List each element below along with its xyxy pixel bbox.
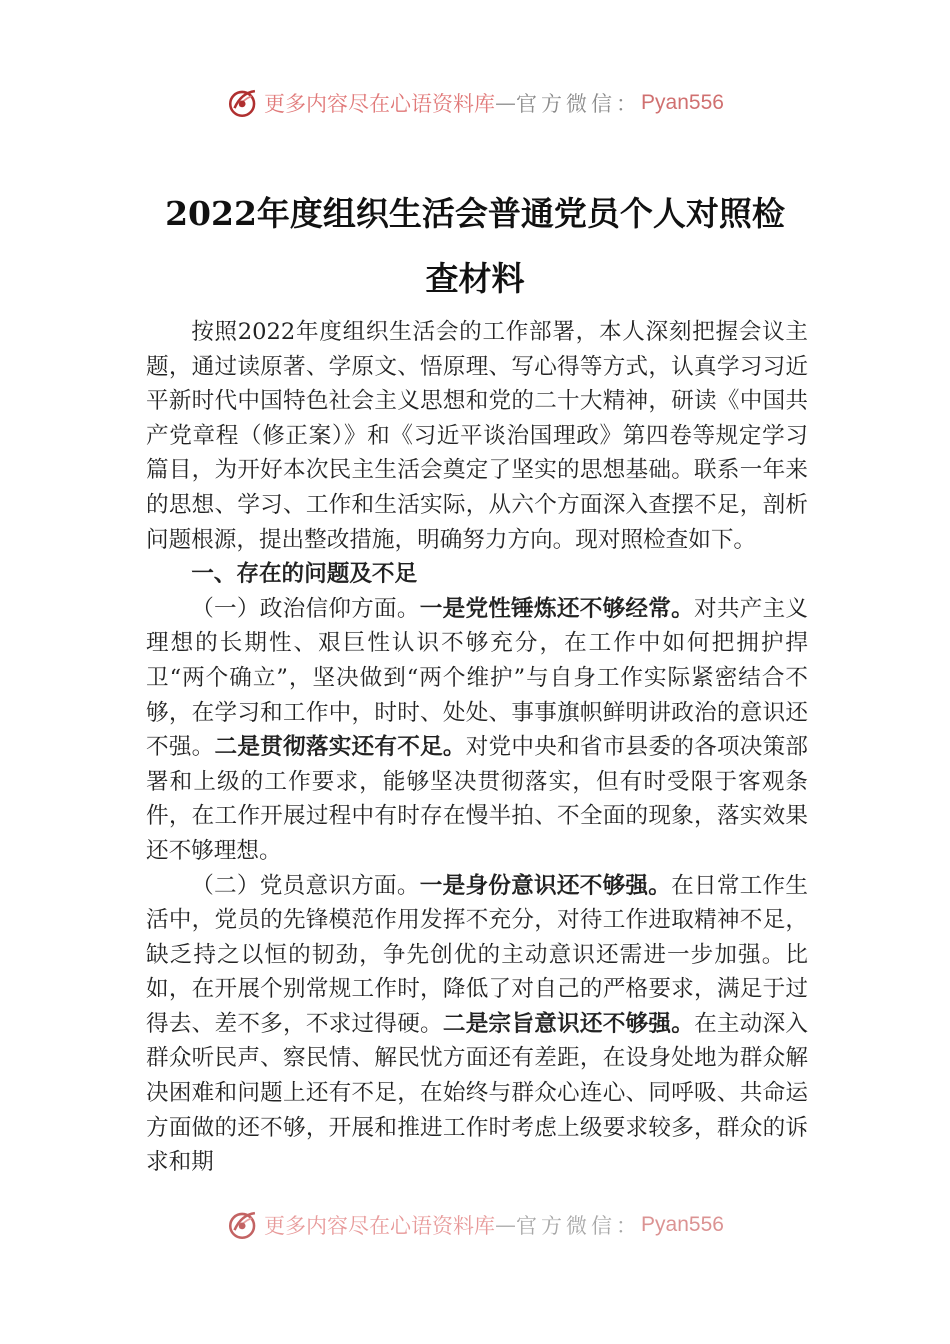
document-title-line2: 查材料 (425, 259, 525, 298)
watermark-wechat-label: 官方微信： (516, 1214, 642, 1238)
point-title: 二是宗旨意识还不够强。 (442, 1010, 695, 1037)
watermark-wechat-label: 官方微信： (516, 92, 642, 116)
watermark-wechat-id: Pyan556 (641, 1213, 724, 1236)
intro-paragraph: 按照2022年度组织生活会的工作部署，本人深刻把握会议主题，通过读原著、学原文、悟原理、写心得等方式，认真学习习近平新时代中国特色社会主义思想和党的二十大精神，研读《中国共产党章程（修正案）》和《习近平谈治国理政》第四卷等规定学习篇目，为开好本次民主生活会奠定了坚实的思想基础。联系一年来的思想、学习、工作和生活实际，从六个方面深入查摆不足，剖析问题根源，提出整改措施，明确努力方向。现对照检查如下。 (146, 319, 808, 553)
paragraph-political-belief (146, 592, 808, 869)
watermark-separator: — (495, 91, 517, 115)
watermark-footer (0, 1205, 950, 1245)
point-text: 在日常工作生活中，党员的先锋模范作用发挥不充分，对待工作进取精神不足，缺乏持之以恒的韧劲，争先创优的主动意识还需进一步加强。比如，在开展个别常规工作时，降低了对自己的严格要求，满足于过得去、差不多，不求过得硬。 (146, 872, 809, 1037)
point-title: 一是身份意识还不够强。 (419, 872, 672, 899)
document-title-line1: 2022年度组织生活会普通党员个人对照检 (165, 194, 785, 233)
watermark-text: 更多内容尽在心语资料库 (264, 92, 496, 116)
paragraph-party-awareness (146, 869, 808, 1180)
watermark-separator: — (495, 1213, 517, 1237)
part-label: （二）党员意识方面。 (191, 872, 420, 899)
point-title: 一是党性锤炼还不够经常。 (419, 595, 694, 622)
watermark-text: 更多内容尽在心语资料库 (264, 1214, 496, 1238)
document-body (146, 315, 808, 1180)
brand-logo-icon (226, 86, 260, 120)
watermark-header (0, 83, 950, 123)
brand-logo-icon (226, 1208, 260, 1242)
point-title: 二是贯彻落实还有不足。 (214, 734, 466, 761)
point-text: 对党中央和省市县委的各项决策部署和上级的工作要求，能够坚决贯彻落实，但有时受限于客观条件，在工作开展过程中有时存在慢半拍、不全面的现象，落实效果还不够理想。 (146, 734, 809, 864)
point-text: 在主动深入群众听民声、察民情、解民忧方面还有差距，在设身处地为群众解决困难和问题上还有不足，在始终与群众心连心、同呼吸、共命运方面做的还不够，开展和推进工作时考虑上级要求较多，群众的诉求和期 (146, 1010, 809, 1176)
section-heading: 一、存在的问题及不足 (191, 561, 418, 588)
watermark-wechat-id: Pyan556 (641, 91, 724, 114)
point-text: 对共产主义理想的长期性、艰巨性认识不够充分，在工作中如何把拥护捍卫“两个确立”，坚决做到“两个维护”与自身工作实际紧密结合不够，在学习和工作中，时时、处处、事事旗帜鲜明讲政治的意识还不强。 (146, 595, 809, 761)
part-label: （一）政治信仰方面。 (191, 595, 420, 622)
